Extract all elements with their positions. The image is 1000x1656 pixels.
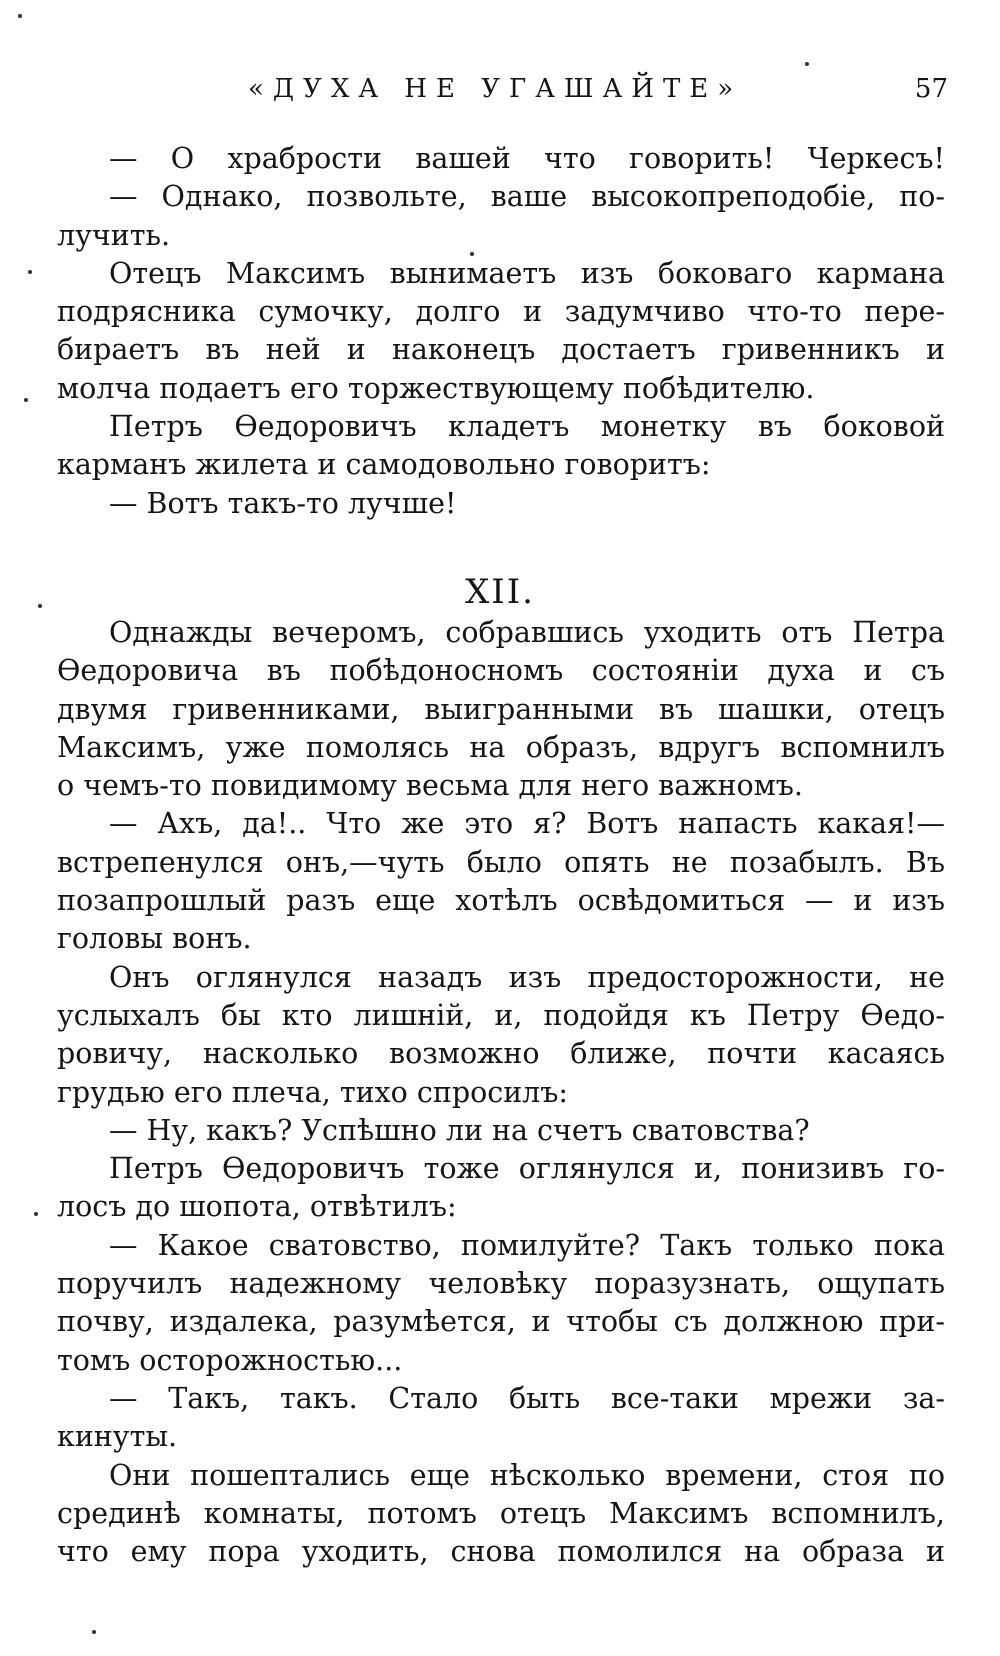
- text-line: — Однако, позвольте, ваше высокопреподобіе, по-: [109, 180, 945, 214]
- text-line: Однажды вечеромъ, собравшись уходить отъ Петра: [109, 616, 945, 649]
- text-line: о чемъ-то повидимому весьма для него важномъ.: [57, 769, 803, 803]
- text-line: что ему пора уходить, снова помолился на образа и: [57, 1535, 945, 1569]
- text-line: — О храбрости вашей что говорить! Черкесъ!: [109, 142, 945, 175]
- text-line: Отецъ Максимъ вынимаетъ изъ боковаго кармана: [109, 256, 945, 290]
- page-header: [0, 70, 1000, 114]
- text-line: Максимъ, уже помолясь на образъ, вдругъ вспомнилъ: [57, 730, 945, 764]
- text-line: лучить.: [57, 218, 171, 252]
- text-line: почву, издалека, разумѣется, и чтобы съ должною при-: [57, 1305, 945, 1339]
- scan-speck: [24, 398, 28, 402]
- text-line: услыхалъ бы кто лишній, и, подойдя къ Петру Ѳедо-: [57, 998, 945, 1032]
- text-line: Они пошептались еще нѣсколько времени, стоя по: [109, 1458, 945, 1492]
- text-line: Петръ Ѳедоровичъ тоже оглянулся и, понизивъ го-: [109, 1152, 945, 1186]
- text-line: — Такъ, такъ. Стало быть все-таки мрежи за-: [109, 1381, 945, 1415]
- text-line: молча подаетъ его торжествующему побѣдителю.: [57, 371, 815, 405]
- text-line: подрясника сумочку, долго и задумчиво что-то пере-: [57, 295, 945, 329]
- text-line: головы вонъ.: [57, 922, 252, 956]
- text-line: — Какое сватовство, помилуйте? Такъ только пока: [109, 1228, 945, 1262]
- scan-speck: [805, 62, 809, 66]
- text-line: грудью его плеча, тихо спросилъ:: [57, 1075, 569, 1109]
- text-line: Ѳедоровича въ побѣдоносномъ состояніи духа и съ: [57, 654, 945, 688]
- text-line: двумя гривенниками, выигранными въ шашки, отецъ: [57, 692, 945, 726]
- scan-speck: [470, 252, 474, 256]
- text-line: — Ахъ, да!.. Что же это я? Вотъ напасть какая!—: [109, 807, 945, 841]
- scan-speck: [34, 1212, 38, 1216]
- text-block-chapter-xii: [57, 614, 945, 1571]
- chapter-heading: XII.: [465, 572, 535, 612]
- text-line: Онъ оглянулся назадъ изъ предосторожности, не: [109, 960, 945, 994]
- text-line: кинуты.: [57, 1420, 178, 1454]
- scan-speck: [38, 604, 42, 608]
- text-line: Петръ Ѳедоровичъ кладетъ монетку въ боковой: [109, 410, 945, 444]
- text-line: позапрошлый разъ еще хотѣлъ освѣдомиться — и изъ: [57, 884, 945, 918]
- text-line: лосъ до шопота, отвѣтилъ:: [57, 1190, 457, 1224]
- text-line: срединѣ комнаты, потомъ отецъ Максимъ вспомнилъ,: [57, 1496, 945, 1530]
- running-title: «ДУХА НЕ УГАШАЙТЕ»: [248, 74, 743, 104]
- text-line: карманъ жилета и самодовольно говоритъ:: [57, 448, 711, 482]
- text-line: ровичу, насколько возможно ближе, почти касаясь: [57, 1037, 945, 1071]
- text-block-top: [57, 140, 945, 523]
- page-number: 57: [914, 74, 948, 104]
- scan-speck: [28, 270, 32, 274]
- text-line: встрепенулся онъ,—чуть было опять не позабылъ. Въ: [57, 845, 945, 879]
- text-line: томъ осторожностью...: [57, 1343, 403, 1377]
- scan-speck: [92, 1630, 96, 1634]
- text-line: поручилъ надежному человѣку поразузнать, ощупать: [57, 1267, 945, 1301]
- scan-speck: [18, 14, 22, 18]
- text-line: бираетъ въ ней и наконецъ достаетъ гривенникъ и: [57, 333, 945, 367]
- text-line: — Вотъ такъ-то лучше!: [109, 486, 457, 520]
- text-line: — Ну, какъ? Успѣшно ли на счетъ сватовства?: [109, 1113, 810, 1147]
